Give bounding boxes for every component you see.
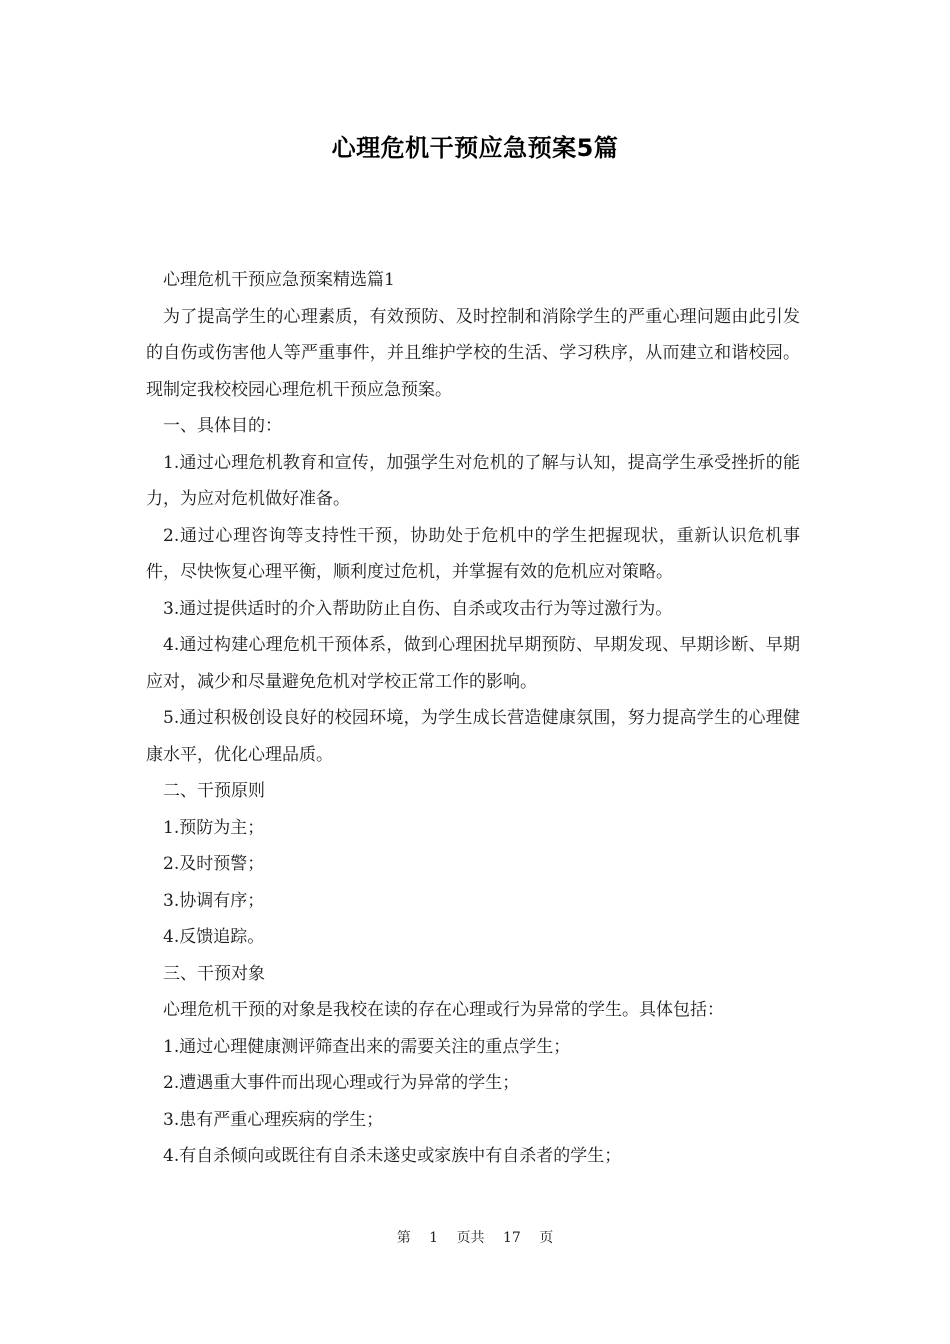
paragraph: 心理危机干预的对象是我校在读的存在心理或行为异常的学生。具体包括： — [163, 1000, 724, 1020]
document-body — [146, 262, 800, 1175]
footer-label-page: 第 — [396, 1230, 411, 1246]
list-item: 1.预防为主； — [163, 817, 265, 838]
footer-current-page: 1 — [429, 1230, 439, 1246]
list-item: 4.反馈追踪。 — [163, 927, 265, 947]
paragraph: 为了提高学生的心理素质，有效预防、及时控制和消除学生的严重心理问题由此引发的自伤或伤害他人等严重事件，并且维护学校的生活、学习秩序，从而建立和谐校园。现制定我校校园心理危机干预应急预案。 — [146, 306, 800, 400]
list-item: 2.遭遇重大事件而出现心理或行为异常的学生； — [163, 1073, 520, 1093]
list-item: 5.通过积极创设良好的校园环境，为学生成长营造健康氛围，努力提高学生的心理健康水平，优化心理品质。 — [146, 708, 800, 765]
list-item: 1.通过心理健康测评筛查出来的需要关注的重点学生； — [163, 1036, 571, 1057]
list-item: 3.患有严重心理疾病的学生； — [163, 1109, 384, 1130]
list-item: 3.通过提供适时的介入帮助防止自伤、自杀或攻击行为等过激行为。 — [163, 598, 673, 619]
section-heading: 二、干预原则 — [163, 781, 265, 801]
footer-label-of: 页共 — [456, 1230, 485, 1246]
list-item: 4.有自杀倾向或既往有自杀未遂史或家族中有自杀者的学生； — [163, 1146, 622, 1166]
section-heading: 三、干预对象 — [163, 963, 265, 984]
list-item: 2.通过心理咨询等支持性干预，协助处于危机中的学生把握现状，重新认识危机事件，尽快恢复心理平衡，顺利度过危机，并掌握有效的危机应对策略。 — [146, 525, 800, 582]
section-heading: 一、具体目的： — [163, 416, 282, 436]
footer-total-pages: 17 — [503, 1230, 521, 1246]
footer-label-page-end: 页 — [539, 1230, 554, 1246]
list-item: 3.协调有序； — [163, 890, 265, 911]
section-heading: 心理危机干预应急预案精选篇1 — [163, 270, 395, 290]
list-item: 1.通过心理危机教育和宣传，加强学生对危机的了解与认知，提高学生承受挫折的能力，为应对危机做好准备。 — [146, 452, 800, 509]
document-title: 心理危机干预应急预案5篇 — [331, 134, 619, 162]
page-footer — [0, 1226, 950, 1250]
list-item: 4.通过构建心理危机干预体系，做到心理困扰早期预防、早期发现、早期诊断、早期应对，减少和尽量避免危机对学校正常工作的影响。 — [146, 635, 800, 692]
list-item: 2.及时预警； — [163, 854, 265, 874]
